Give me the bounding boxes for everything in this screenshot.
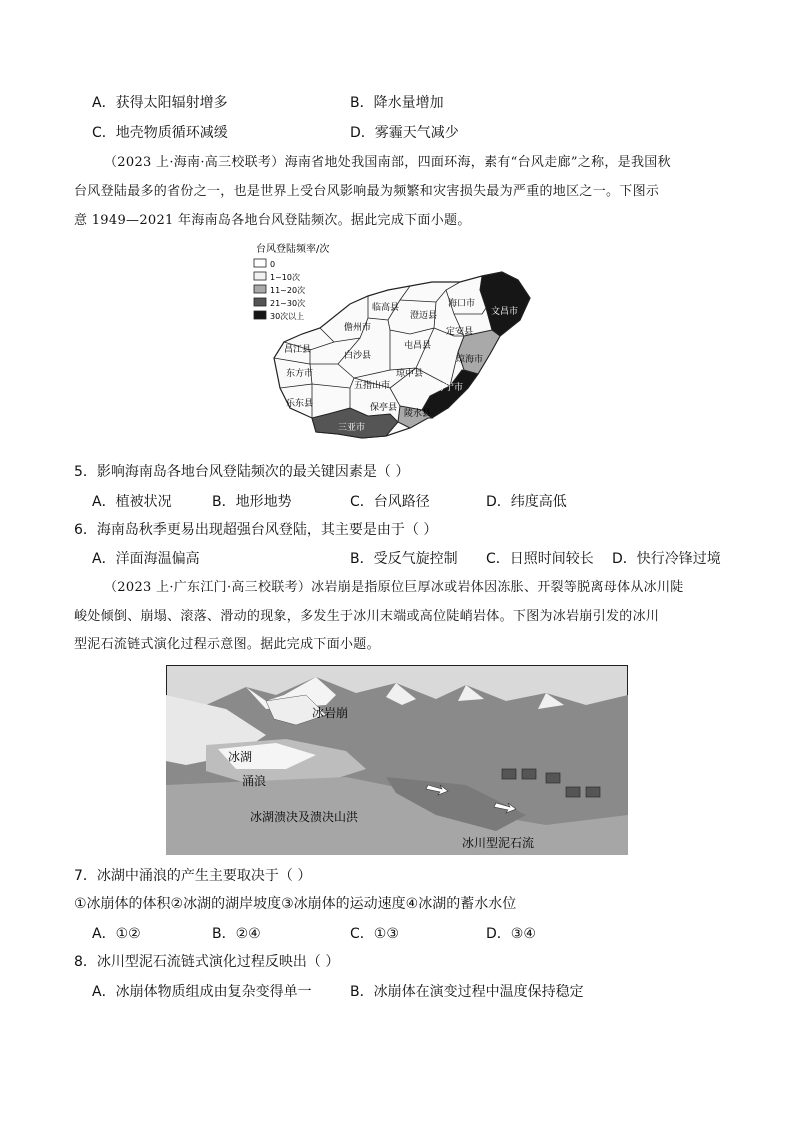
label-lingshui: 陵水县 [404, 409, 432, 419]
passage2-line1: （2023 上·广东江门·高三校联考）冰岩崩是指原位巨厚冰或岩体因冻胀、开裂等脱离母体从冰川陡 [104, 580, 684, 595]
label-debris-flow: 冰川型泥石流 [462, 836, 535, 850]
q5-option-b: B．地形地势 [212, 494, 292, 510]
q6-option-b: B．受反气旋控制 [350, 551, 458, 567]
label-sanya: 三亚市 [338, 423, 366, 433]
label-ledong: 乐东县 [286, 399, 314, 409]
map-legend [254, 259, 305, 321]
q5-option-a: A．植被状况 [92, 494, 172, 510]
label-tunchang: 屯昌县 [404, 341, 432, 351]
q5-option-d: D．纬度高低 [486, 494, 567, 510]
glacial-debris-flow-diagram [166, 665, 628, 855]
legend-0: 0 [270, 260, 276, 269]
label-wanning: 万宁市 [436, 383, 464, 393]
label-baoting: 保亭县 [370, 403, 398, 413]
label-ice-rock-avalanche: 冰岩崩 [312, 706, 349, 720]
label-wenchang: 文昌市 [491, 307, 519, 317]
label-changjiang: 昌江县 [284, 345, 312, 355]
label-surge: 涌浪 [242, 774, 267, 788]
label-qiongzhong: 琼中县 [396, 369, 424, 379]
passage2-line3: 型泥石流链式演化过程示意图。据此完成下面小题。 [74, 637, 380, 652]
q6-option-a: A．洋面海温偏高 [92, 551, 200, 567]
q7-option-c: C．①③ [350, 926, 399, 942]
map-title: 台风登陆频率/次 [256, 244, 330, 255]
legend-30-plus: 30次以上 [270, 312, 305, 321]
legend-1-10: 1~10次 [270, 273, 300, 282]
legend-21-30: 21~30次 [270, 299, 306, 308]
q7-option-d: D．③④ [486, 926, 536, 942]
hainan-typhoon-map [250, 238, 540, 450]
passage1-line1: （2023 上·海南·高三校联考）海南省地处我国南部，四面环海，素有“台风走廊”之称，是我国秋 [104, 155, 671, 170]
q8-stem: 8．冰川型泥石流链式演化过程反映出（ ） [74, 954, 340, 970]
passage1-line3: 意 1949—2021 年海南岛各地台风登陆频次。据此完成下面小题。 [74, 213, 471, 228]
label-haikou: 海口市 [448, 299, 476, 309]
passage2-line2: 峻处倾倒、崩塌、滚落、滑动的现象，多发生于冰川末端或高位陡峭岩体。下图为冰岩崩引发的冰川 [74, 609, 660, 624]
label-qionghai: 琼海市 [456, 355, 484, 365]
label-baisha: 白沙县 [344, 351, 372, 361]
q7-items: ①冰崩体的体积②冰湖的湖岸坡度③冰崩体的运动速度④冰湖的蓄水水位 [74, 896, 517, 912]
q7-stem: 7．冰湖中涌浪的产生主要取决于（ ） [74, 868, 312, 884]
q6-stem: 6．海南岛秋季更易出现超强台风登陆，其主要是由于（ ） [74, 522, 438, 538]
label-lingao: 临高县 [372, 303, 400, 313]
option-c: C．地壳物质循环减缓 [92, 125, 228, 141]
label-dingan: 定安县 [446, 327, 474, 337]
q5-option-c: C．台风路径 [350, 494, 430, 510]
q7-option-b: B．②④ [212, 926, 261, 942]
q8-option-b: B．冰崩体在演变过程中温度保持稳定 [350, 984, 584, 1000]
option-b: B．降水量增加 [350, 95, 444, 111]
label-danzhou: 儋州市 [344, 323, 372, 333]
option-d: D．雾霾天气减少 [350, 125, 459, 141]
q6-option-c: C．日照时间较长 [486, 551, 594, 567]
legend-11-20: 11~20次 [270, 286, 306, 295]
q8-option-a: A．冰崩体物质组成由复杂变得单一 [92, 984, 312, 1000]
passage1-line2: 台风登陆最多的省份之一，也是世界上受台风影响最为频繁和灾害损失最为严重的地区之一。下图示 [74, 184, 660, 199]
q7-option-a: A．①② [92, 926, 141, 942]
label-chengmai: 澄迈县 [410, 311, 438, 321]
q5-stem: 5．影响海南岛各地台风登陆频次的最关键因素是（ ） [74, 464, 410, 480]
label-outburst-flood: 冰湖溃决及溃决山洪 [250, 810, 359, 824]
label-wuzhishan: 五指山市 [354, 381, 391, 391]
q6-option-d: D．快行冷锋过境 [612, 551, 721, 567]
option-a: A．获得太阳辐射增多 [92, 95, 228, 111]
label-dongfang: 东方市 [286, 369, 314, 379]
label-glacial-lake: 冰湖 [228, 750, 253, 764]
